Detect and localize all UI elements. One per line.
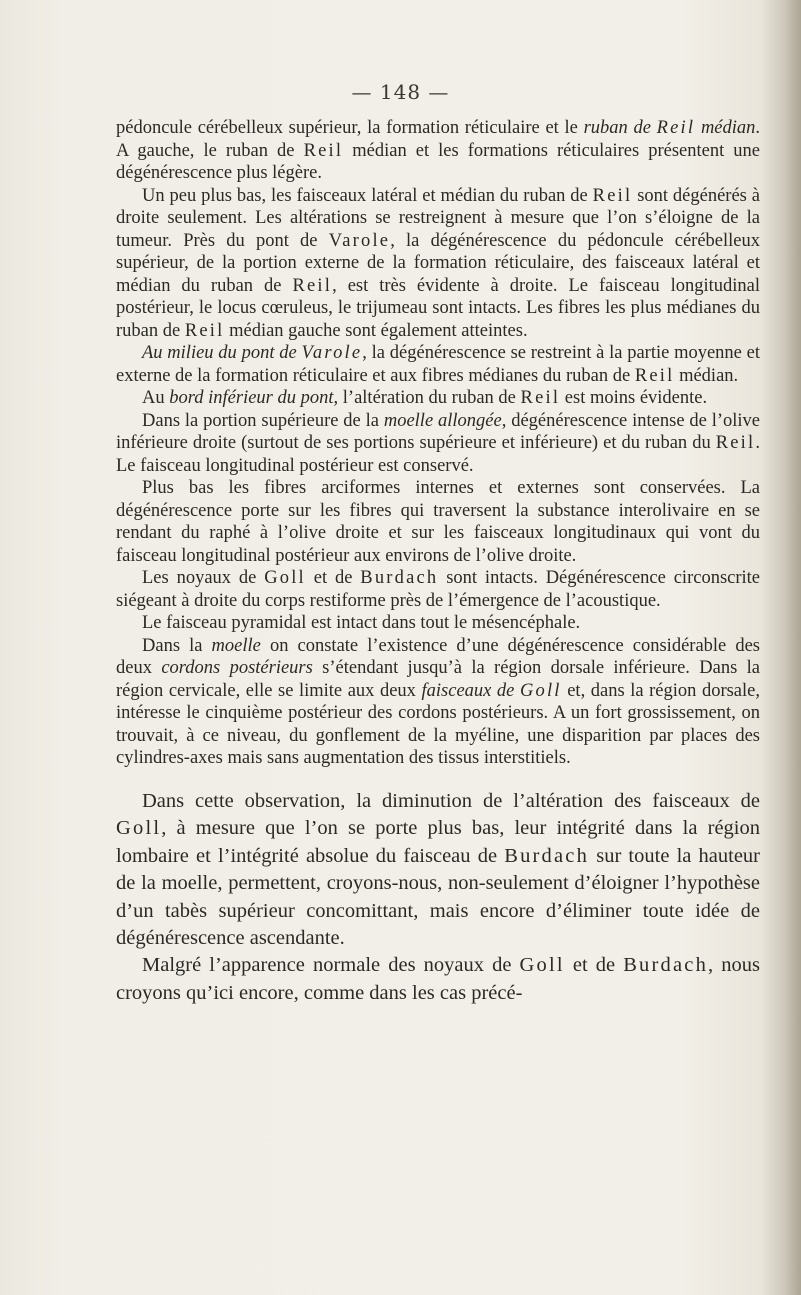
italic-text: médian [700,118,756,138]
text-run: on constate l’existence d’une dégénérescence considérable des deux [116,635,760,678]
italic-text: moelle allongée [383,410,502,431]
text-run: Dans cette observation, la diminution de l’altération des faisceaux de [142,790,760,812]
spaced-name: Reil [292,275,333,296]
spaced-name: Reil [184,320,225,341]
text-run: est moins évidente. [560,388,708,408]
text-run: et de [564,954,624,977]
paragraph [116,612,760,635]
text-run: Un peu plus bas, les faisceaux latéral et médian du ruban de [142,185,593,206]
text-run: médian gauche sont également atteintes. [224,320,528,341]
text-run: , la dégénérescence se restreint à la partie moyenne et externe de la formation réticulaire et aux fibres médianes du ruban de [116,343,760,386]
spaced-name: Reil [303,140,344,161]
spaced-name: Varole [328,230,391,251]
spaced-name: Burdach [623,954,709,977]
spaced-name: Goll [519,680,562,701]
text-run: Le faisceau pyramidal est intact dans tout le mésencéphale. [142,613,581,633]
text-run: et, dans la région dorsale, intéresse le cinquième postérieur des cordons postérieurs. A un fort grossissement, on trouvait, à ce niveau, du gonflement de la myéline, une disparition par places des cylindres-axes mais sans augmentation des tissus interstitiels. [116,680,760,768]
text-run: , l’altération du ruban de [333,388,521,408]
text-run: et de [305,568,361,588]
spaced-name: Varole [301,343,363,363]
spaced-name: Reil [634,365,675,386]
paragraph [116,477,760,567]
spaced-name: Reil [520,388,561,408]
text-run: sont intacts. Dégénérescence circonscrite siégeant à droite du corps restiforme près de l’émergence de l’acoustique. [116,568,761,611]
italic-text: faisceaux de [421,680,515,701]
paragraph [116,635,760,770]
italic-text: ruban [583,118,628,138]
paragraph [116,387,760,410]
text-run: , dégénérescence intense de l’olive inférieure droite (surtout de ses portions supérieure et inférieure) et du ruban du [116,410,761,453]
text-run: Plus bas les fibres arciformes internes et externes sont conservées. La dégénérescence porte sur les fibres qui traversent la substance interolivaire en se rendant du raphé à l’olive droite et sur les faisceaux longitudinaux qui vont du faisceau longitudinal postérieur aux environs de l’olive droite. [116,478,760,566]
text-run: pédoncule cérébelleux supérieur, la formation réticulaire et le [116,118,584,138]
text-run: Dans la [142,635,212,656]
text-run: . A gauche, le ruban de [116,118,761,161]
spaced-name: Goll [264,568,306,588]
text-run: médian et les formations réticulaires présentent une dégénérescence plus légère. [116,140,760,183]
text-run: Les noyaux de [142,568,265,588]
text-run: , la dégénérescence du pédoncule cérébelleux supérieur, de la portion externe de la formation réticulaire, des faisceaux latéral et médian du ruban de [116,230,760,296]
text-run: Dans la portion supérieure de la [142,410,384,431]
text-run: . Le faisceau longitudinal postérieur est conservé. [116,433,760,476]
paragraph [116,410,760,478]
spaced-name: Goll [519,954,565,977]
italic-text: cordons postérieurs [161,658,313,678]
text-run: , nous croyons qu’ici encore, comme dans les cas précé- [116,954,760,1004]
spaced-name: Reil [592,185,633,206]
spaced-name: Reil [715,433,756,453]
spaced-name: Goll [116,817,162,840]
page-edge-shadow [761,0,801,1295]
paragraph [116,342,760,387]
text-run: , à mesure que l’on se porte plus bas, leur intégrité dans la région lombaire et l’intégrité absolue du faisceau de [116,817,760,867]
paragraph [116,185,760,343]
page-number: — 148 — [351,80,450,104]
text-run: Malgré l’apparence normale des noyaux de [142,954,520,977]
text-run: s’étendant jusqu’à la région dorsale inférieure. Dans la région cervicale, elle se limite aux deux [116,658,760,701]
paragraph [116,117,760,185]
italic-text: moelle [211,635,261,656]
spaced-name: Burdach [360,568,439,588]
paragraph [116,788,760,952]
text-run: sont dégénérés à droite seulement. Les altérations se restreignent à mesure que l’on s’éloigne de la tumeur. Près du pont de [116,185,760,251]
italic-text: bord inférieur du pont [169,388,334,408]
text-run: Au [142,388,170,408]
paragraph [116,952,760,1007]
large-text-section [116,788,760,1007]
paragraph [116,567,760,612]
spaced-name: Reil [656,118,696,138]
text-run: sur toute la hauteur de la moelle, permettent, croyons-nous, non-seulement d’éloigner l’hypothèse d’un tabès supérieur concomittant, mais encore d’éliminer toute idée de dégénérescence ascendante. [116,844,760,950]
text-run: médian. [674,365,739,386]
italic-text: de [633,118,651,138]
text-run: , est très évidente à droite. Le faisceau longitudinal postérieur, le locus cœruleus, le trijumeau sont intacts. Les fibres les plus médianes du ruban de [116,275,760,341]
small-text-section [116,117,760,770]
spaced-name: Burdach [504,844,590,867]
italic-text: Au milieu du pont de [142,343,297,363]
